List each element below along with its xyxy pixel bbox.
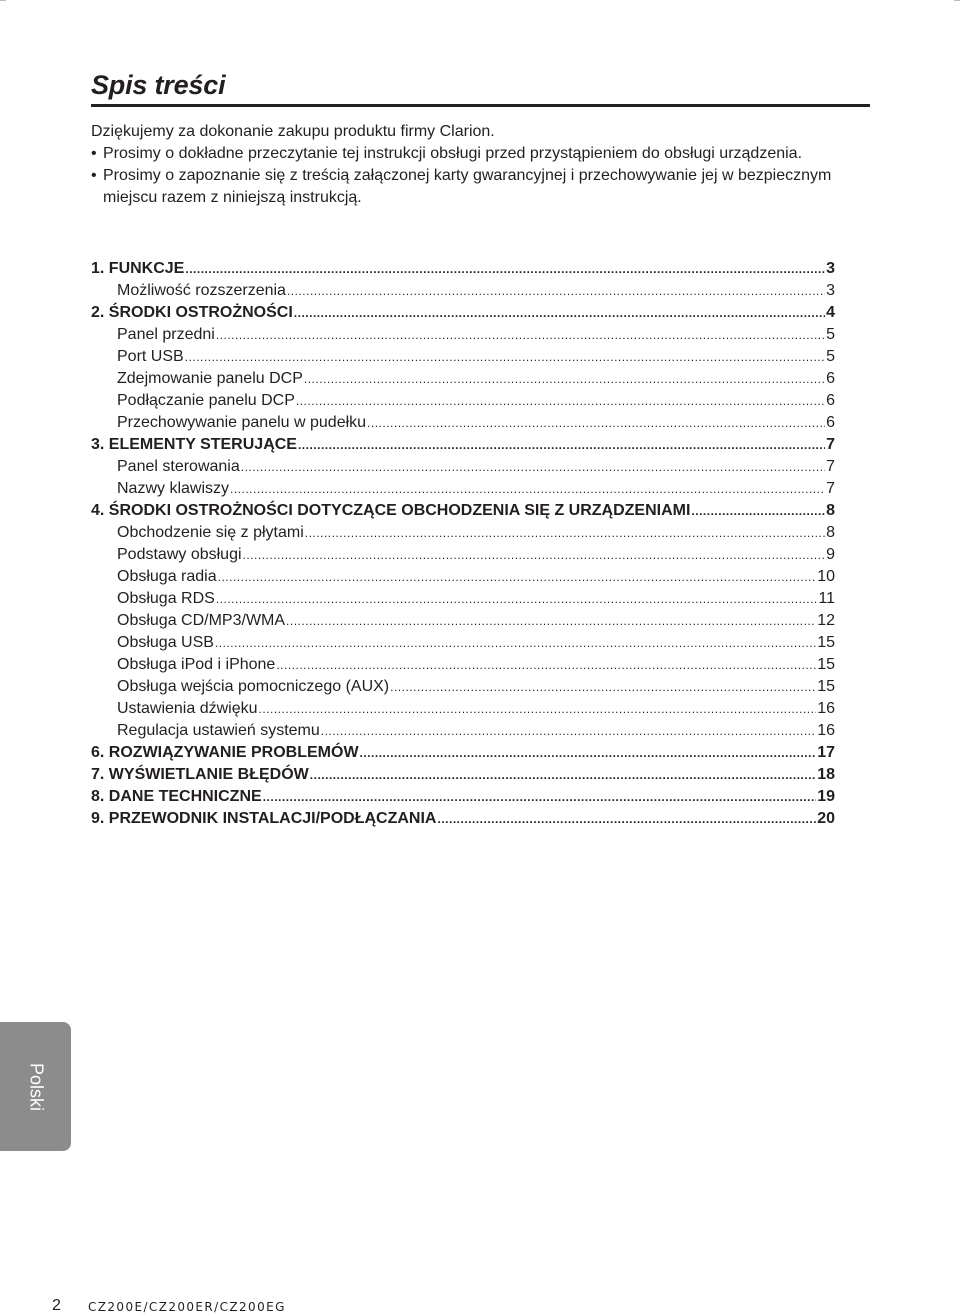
toc-page-number: 11 xyxy=(818,590,835,607)
toc-section-row xyxy=(91,588,835,610)
toc-dot-leader xyxy=(305,522,825,544)
page-title: Spis treści xyxy=(91,70,226,100)
toc-entry-label: 9. PRZEWODNIK INSTALACJI/PODŁĄCZANIA xyxy=(91,810,437,827)
toc-section-row xyxy=(91,456,835,478)
toc-section-row xyxy=(91,698,835,720)
intro-bullet-text: Prosimy o dokładne przeczytanie tej instrukcji obsługi przed przystąpieniem do obsługi urządzenia. xyxy=(103,145,803,162)
toc-entry-label: 8. DANE TECHNICZNE xyxy=(91,788,262,805)
toc-section-row xyxy=(91,544,835,566)
toc-section-row xyxy=(91,346,835,368)
crop-mark xyxy=(954,0,960,1)
toc-entry-label: 7. WYŚWIETLANIE BŁĘDÓW xyxy=(91,766,309,783)
model-name: CZ200E/CZ200ER/CZ200EG xyxy=(88,1300,286,1314)
toc-entry-label: Przechowywanie panelu w pudełku xyxy=(117,414,367,431)
toc-entry-label: Zdejmowanie panelu DCP xyxy=(117,370,303,387)
toc-page-number: 18 xyxy=(817,766,835,783)
toc-entry-label: 3. ELEMENTY STERUJĄCE xyxy=(91,436,297,453)
toc-page-number: 7 xyxy=(826,458,835,475)
intro-thanks: Dziękujemy za dokonanie zakupu produktu firmy Clarion. xyxy=(91,123,495,140)
toc-page-number: 8 xyxy=(826,524,835,541)
toc-dot-leader xyxy=(390,676,816,698)
toc-dot-leader xyxy=(185,346,825,368)
toc-entry-label: Podłączanie panelu DCP xyxy=(117,392,295,409)
toc-entry-label: Regulacja ustawień systemu xyxy=(117,722,320,739)
toc-chapter-row xyxy=(91,786,835,808)
toc-section-row xyxy=(91,610,835,632)
toc-dot-leader xyxy=(243,544,826,566)
toc-dot-leader xyxy=(259,698,817,720)
toc-dot-leader xyxy=(304,368,825,390)
toc-page-number: 8 xyxy=(826,502,835,519)
toc-section-row xyxy=(91,412,835,434)
page-number: 2 xyxy=(52,1297,61,1314)
intro-bullet-text: Prosimy o zapoznanie się z treścią załączonej karty gwarancyjnej i przechowywanie jej w bezpiecznym miejscu razem z niniejszą instrukcją. xyxy=(103,167,832,206)
toc-page-number: 15 xyxy=(817,656,835,673)
toc-page-number: 6 xyxy=(826,392,835,409)
toc-entry-label: Podstawy obsługi xyxy=(117,546,242,563)
toc-dot-leader xyxy=(367,412,825,434)
toc-section-row xyxy=(91,368,835,390)
toc-page-number: 12 xyxy=(817,612,835,629)
toc-section-row xyxy=(91,720,835,742)
toc-page-number: 20 xyxy=(817,810,835,827)
toc-entry-label: Ustawienia dźwięku xyxy=(117,700,258,717)
toc-dot-leader xyxy=(185,258,825,280)
toc-entry-label: Obsługa wejścia pomocniczego (AUX) xyxy=(117,678,390,695)
toc-dot-leader xyxy=(437,808,816,830)
toc-page-number: 6 xyxy=(826,370,835,387)
toc-entry-label: Obsługa iPod i iPhone xyxy=(117,656,276,673)
toc-page-number: 5 xyxy=(826,326,835,343)
toc-chapter-row xyxy=(91,258,835,280)
toc-entry-label: Panel sterowania xyxy=(117,458,240,475)
intro-bullet xyxy=(91,143,851,165)
toc-dot-leader xyxy=(298,434,825,456)
toc-dot-leader xyxy=(296,390,825,412)
toc-page-number: 16 xyxy=(817,722,835,739)
toc-dot-leader xyxy=(360,742,817,764)
toc-page-number: 15 xyxy=(817,634,835,651)
intro-section xyxy=(91,121,851,209)
toc-entry-label: Nazwy klawiszy xyxy=(117,480,230,497)
toc-page-number: 17 xyxy=(817,744,835,761)
toc-chapter-row xyxy=(91,808,835,830)
toc-chapter-row xyxy=(91,764,835,786)
toc-chapter-row xyxy=(91,302,835,324)
toc-chapter-row xyxy=(91,742,835,764)
toc-dot-leader xyxy=(263,786,817,808)
toc-dot-leader xyxy=(216,324,825,346)
toc-entry-label: Obsługa CD/MP3/WMA xyxy=(117,612,286,629)
toc-dot-leader xyxy=(215,632,816,654)
toc-entry-label: Obsługa RDS xyxy=(117,590,215,607)
toc-page-number: 3 xyxy=(826,260,835,277)
toc-page-number: 6 xyxy=(826,414,835,431)
toc-chapter-row xyxy=(91,500,835,522)
language-tab xyxy=(0,1022,71,1151)
toc-dot-leader xyxy=(218,566,817,588)
toc-dot-leader xyxy=(321,720,816,742)
toc-entry-label: 2. ŚRODKI OSTROŻNOŚCI xyxy=(91,304,293,321)
toc-dot-leader xyxy=(294,302,825,324)
toc-page-number: 7 xyxy=(826,436,835,453)
intro-bullet xyxy=(91,165,851,209)
toc-section-row xyxy=(91,324,835,346)
toc-entry-label: 1. FUNKCJE xyxy=(91,260,185,277)
toc-page-number: 7 xyxy=(826,480,835,497)
toc-entry-label: Obsługa radia xyxy=(117,568,217,585)
toc-section-row xyxy=(91,676,835,698)
toc-chapter-row xyxy=(91,434,835,456)
toc-entry-label: 6. ROZWIĄZYWANIE PROBLEMÓW xyxy=(91,744,359,761)
toc-section-row xyxy=(91,478,835,500)
toc-entry-label: Możliwość rozszerzenia xyxy=(117,282,286,299)
toc-section-row xyxy=(91,566,835,588)
toc-entry-label: Obsługa USB xyxy=(117,634,214,651)
toc-entry-label: Panel przedni xyxy=(117,326,215,343)
toc-entry-label: 4. ŚRODKI OSTROŻNOŚCI DOTYCZĄCE OBCHODZENIA SIĘ Z URZĄDZENIAMI xyxy=(91,502,691,519)
toc-section-row xyxy=(91,390,835,412)
toc-dot-leader xyxy=(287,280,825,302)
toc-page-number: 16 xyxy=(817,700,835,717)
toc-dot-leader xyxy=(310,764,816,786)
toc-section-row xyxy=(91,632,835,654)
crop-mark xyxy=(0,0,6,1)
toc-dot-leader xyxy=(691,500,825,522)
toc-page-number: 9 xyxy=(826,546,835,563)
title-underline xyxy=(91,104,870,107)
toc-page-number: 10 xyxy=(817,568,835,585)
toc-entry-label: Port USB xyxy=(117,348,184,365)
toc-dot-leader xyxy=(230,478,825,500)
toc-dot-leader xyxy=(241,456,825,478)
bullet-glyph: • xyxy=(91,145,97,162)
toc-dot-leader xyxy=(276,654,816,676)
table-of-contents xyxy=(91,258,835,830)
toc-dot-leader xyxy=(216,588,818,610)
toc-section-row xyxy=(91,654,835,676)
toc-page-number: 19 xyxy=(817,788,835,805)
toc-page-number: 3 xyxy=(826,282,835,299)
toc-page-number: 15 xyxy=(817,678,835,695)
toc-section-row xyxy=(91,522,835,544)
bullet-glyph: • xyxy=(91,167,97,184)
toc-page-number: 5 xyxy=(826,348,835,365)
toc-page-number: 4 xyxy=(826,304,835,321)
toc-entry-label: Obchodzenie się z płytami xyxy=(117,524,304,541)
language-tab-label: Polski xyxy=(26,1062,46,1111)
toc-section-row xyxy=(91,280,835,302)
toc-dot-leader xyxy=(286,610,816,632)
